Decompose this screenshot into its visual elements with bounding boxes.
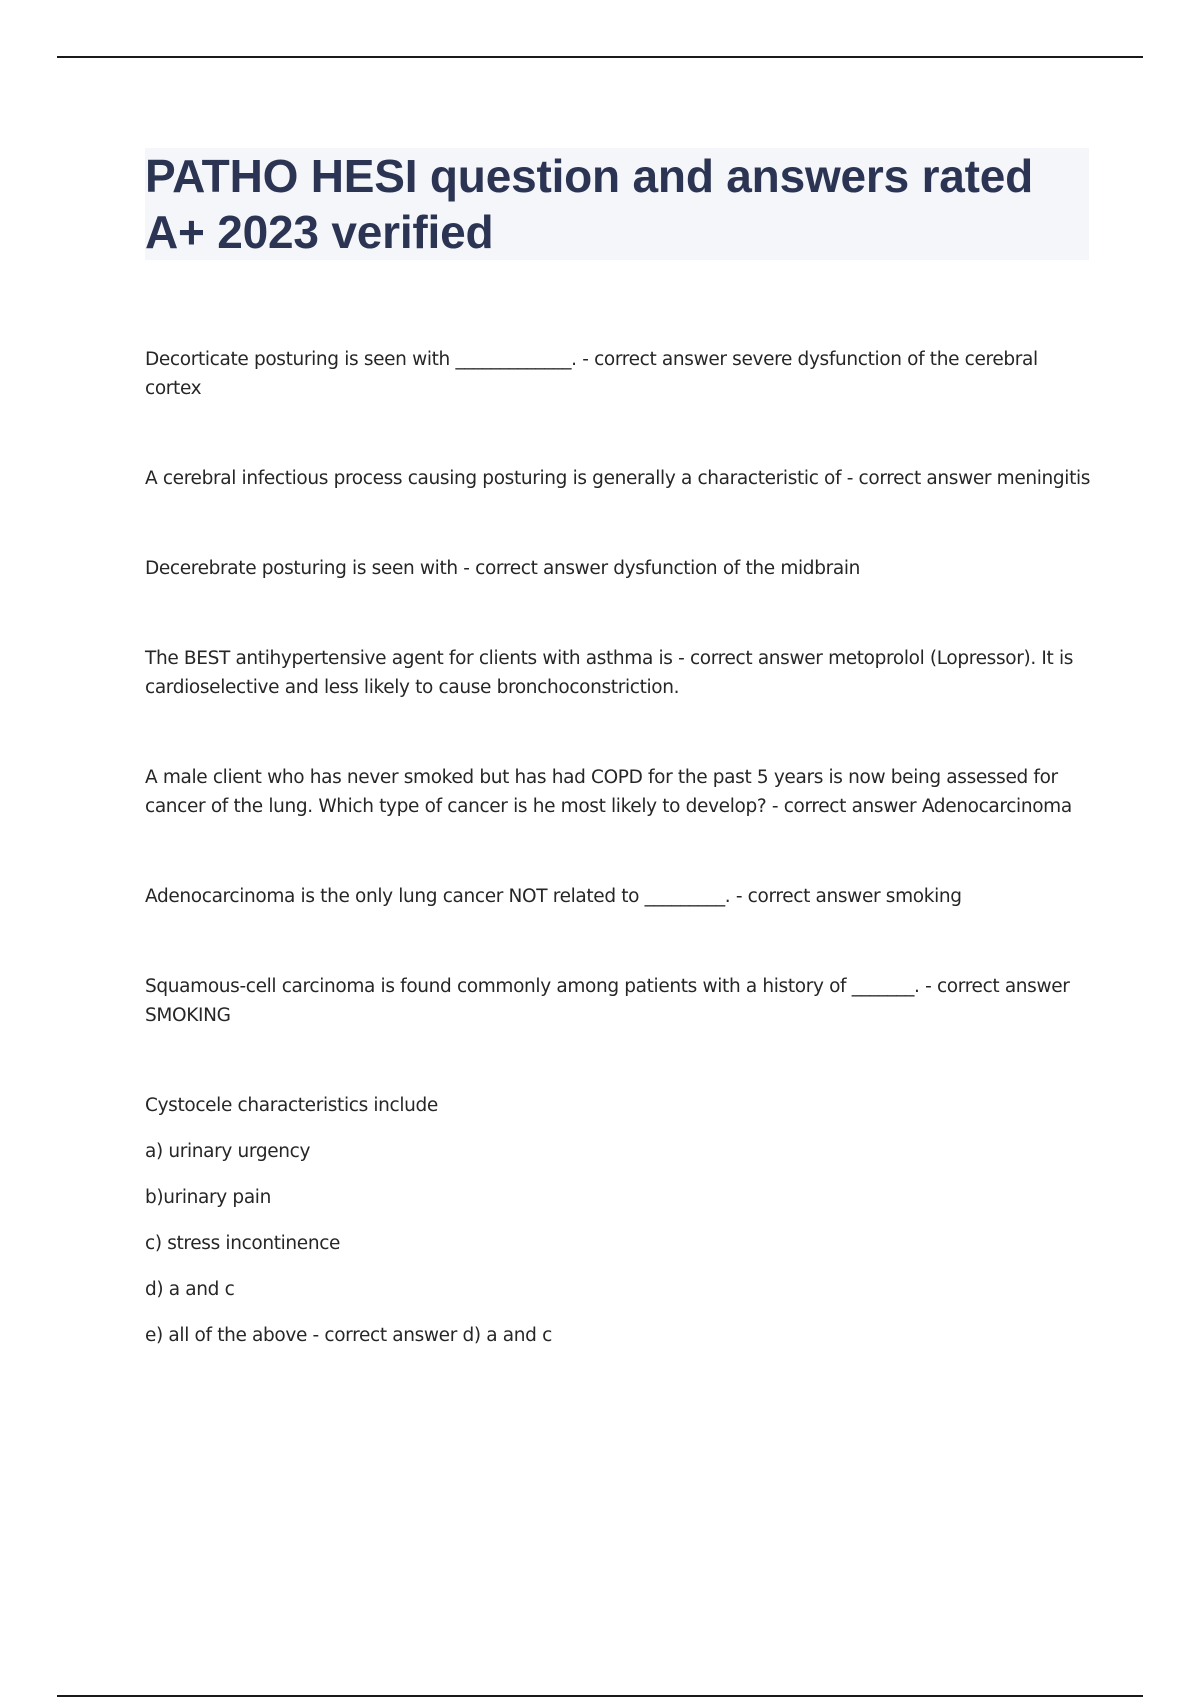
option-item: a) urinary urgency (145, 1141, 311, 1162)
multiple-choice-question (145, 1091, 1095, 1350)
qa-item: Decerebrate posturing is seen with - correct answer dysfunction of the midbrain (145, 558, 860, 579)
option-item: e) all of the above - correct answer d) a and c (145, 1325, 552, 1346)
title-banner (145, 148, 1089, 260)
qa-item: Adenocarcinoma is the only lung cancer NOT related to _________. - correct answer smoking (145, 886, 962, 907)
bottom-rule (57, 1695, 1143, 1697)
option-item: c) stress incontinence (145, 1233, 341, 1254)
question-stem: Cystocele characteristics include (145, 1095, 438, 1116)
qa-item: Squamous-cell carcinoma is found commonly among patients with a history of _______. - correct answer SMOKING (145, 976, 1070, 1026)
qa-item: The BEST antihypertensive agent for clients with asthma is - correct answer metoprolol (Lopressor). It is cardioselective and less likely to cause bronchoconstriction. (145, 648, 1074, 698)
qa-item: A cerebral infectious process causing posturing is generally a characteristic of - correct answer meningitis (145, 468, 1091, 489)
document-title: PATHO HESI question and answers rated A+ 2023 verified (145, 150, 1034, 258)
qa-item: A male client who has never smoked but has had COPD for the past 5 years is now being assessed for cancer of the lung. Which type of cancer is he most likely to develop? - correct answer Adenocarcinoma (145, 767, 1072, 817)
option-item: b)urinary pain (145, 1187, 271, 1208)
qa-item: Decorticate posturing is seen with _____________. - correct answer severe dysfunction of the cerebral cortex (145, 349, 1038, 399)
qa-list (145, 345, 1095, 1350)
top-rule (57, 56, 1143, 58)
option-item: d) a and c (145, 1279, 235, 1300)
